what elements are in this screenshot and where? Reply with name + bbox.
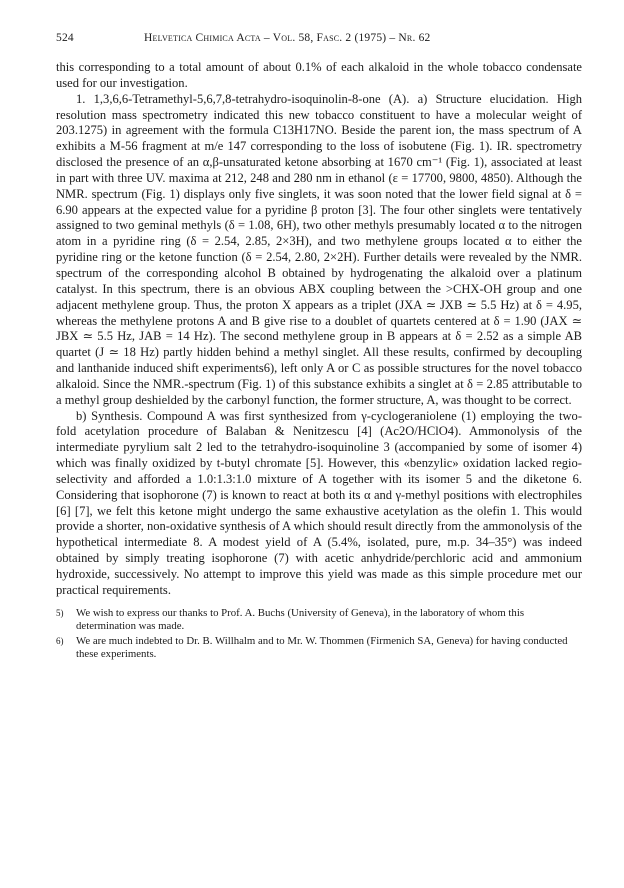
footnote-mark: 6)	[56, 635, 64, 646]
footnotes	[56, 607, 582, 662]
page-header	[56, 32, 582, 48]
footnote-mark: 5)	[56, 607, 64, 618]
footnote-text: We wish to express our thanks to Prof. A. Buchs (University of Geneva), in the laboratory of whom this determination was made.	[76, 606, 525, 633]
page-number: 524	[56, 32, 74, 44]
paragraph-synthesis: b) Synthesis. Compound A was first synthesized from γ-cyclogeraniolene (1) employing the two-fold acetylation procedure of Balaban & Nenitzescu [4] (Ac2O/HClO4). Ammonolysis of the intermediate pyrylium salt 2 led to the tetrahydro-isoquinoline 3 (accompanied by some of isomer 4) which was finally oxidized by t-butyl chromate [5]. However, this «benzylic» oxidation lacked regio-selectivity and afforded a 1.0:1.3:1.0 mixture of A together with its isomer 5 and the diketone 6. Considering that isophorone (7) is known to react at both its α and γ-methyl positions with electrophiles [6] [7], we felt this ketone might undergo the same exhaustive acetylation as the olefin 1. This would provide a shorter, non-oxidative synthesis of A which should result directly from the ammonolysis of the hypothetical intermediate 8. A modest yield of A (5.4%, isolated, pure, m.p. 34–35°) was indeed obtained by simply treating isophorone (7) with acetic anhydride/perchloric acid and ammonium hydroxide, successively. No attempt to improve this yield was made as this simple procedure met our practical requirements.	[56, 408, 582, 597]
footnote	[56, 635, 582, 662]
footnote-text: We are much indebted to Dr. B. Willhalm and to Mr. W. Thommen (Firmenich SA, Geneva) for having conducted these experiments.	[76, 634, 568, 661]
paragraph-continuation: this corresponding to a total amount of about 0.1% of each alkaloid in the whole tobacco condensate used for our investigation.	[56, 60, 582, 90]
paragraph-structure-elucidation: 1. 1,3,6,6-Tetramethyl-5,6,7,8-tetrahydro-isoquinolin-8-one (A). a) Structure elucidation. High resolution mass spectrometry indicated this new tobacco constituent to have a molecular weight of 203.1275) in agreement with the formula C13H17NO. Beside the parent ion, the mass spectrum of A exhibits a M-56 fragment at m/e 147 corresponding to the loss of isobutene (Fig. 1). IR. spectrometry disclosed the presence of an α,β-unsaturated ketone absorbing at 1670 cm⁻¹ (Fig. 1), associated at least in part with three UV. maxima at 212, 248 and 280 nm in ethanol (ε = 17700, 9800, 4850). Although the NMR. spectrum (Fig. 1) displays only five singlets, it was soon noted that the lower field signal at δ = 6.90 appears at the expected value for a pyridine β proton [3]. The four other singlets were tentatively assigned to two geminal methyls (δ = 1.08, 6H), two other methyls presumably located α to the nitrogen atom in a pyridine ring (δ = 2.54, 2.85, 2×3H), and two methylene groups located α to either the pyridine ring or the ketone function (δ = 2.54, 2.80, 2×2H). Further details were revealed by the NMR. spectrum of the corresponding alcohol B obtained by hydrogenating the alkaloid over a platinum catalyst. In this spectrum, there is an obvious ABX coupling between the >CHX-OH group and one adjacent methylene group. Thus, the proton X appears as a triplet (JXA ≃ JXB ≃ 5.5 Hz) at δ = 4.95, whereas the methylene protons A and B give rise to a doublet of quartets centered at δ = 1.90 (JAX ≃ JBX ≃ 5.5 Hz, JAB = 14 Hz). The second methylene group in B appears at δ = 2.52 as a simple AB quartet (J ≃ 18 Hz) partly hidden behind a methyl singlet. All these results, confirmed by decoupling and lanthanide induced shift experiments6), left only A or C as possible structures for the novel tobacco alkaloid. Since the NMR.-spectrum (Fig. 1) of this substance exhibits a singlet at δ = 2.85 attributable to a methyl group deshielded by the carbonyl function, the former structure, A, was thought to be correct.	[56, 91, 582, 407]
running-head: Helvetica Chimica Acta – Vol. 58, Fasc. 2 (1975) – Nr. 62	[144, 32, 431, 44]
footnote	[56, 607, 582, 634]
body-text	[56, 60, 582, 599]
journal-page	[56, 32, 582, 663]
